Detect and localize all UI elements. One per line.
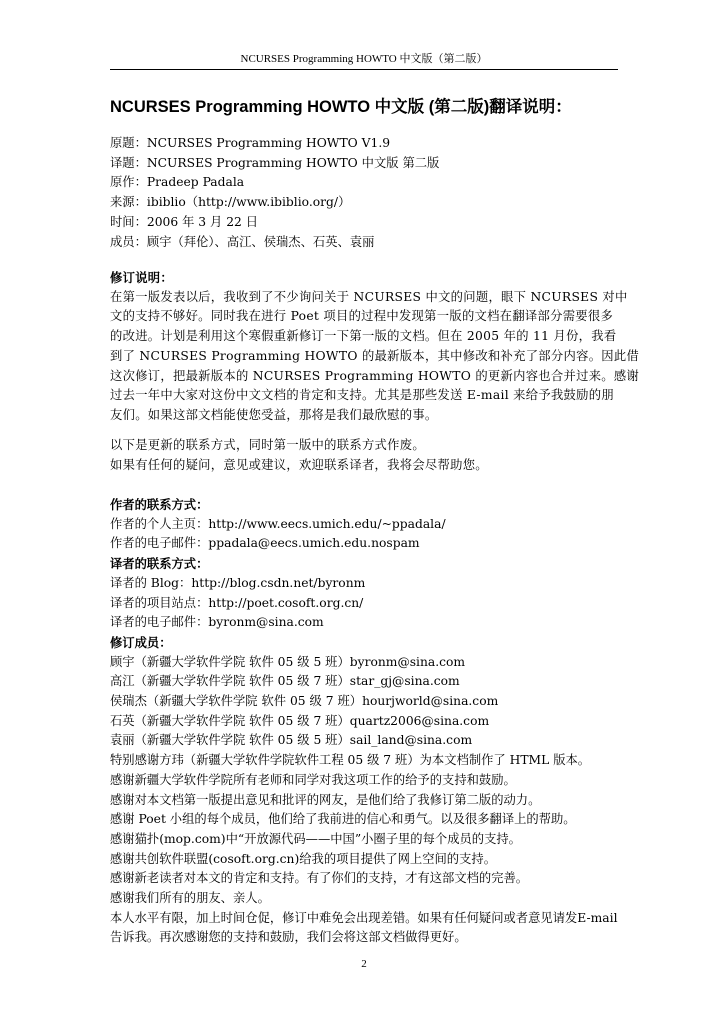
thanks-line: 感谢新老读者对本文的肯定和支持。有了你们的支持，才有这部文档的完善。 [110, 871, 529, 886]
thanks-line: 感谢 Poet 小组的每个成员，他们给了我前进的信心和勇气。以及很多翻译上的帮助。 [110, 812, 576, 827]
member-line: 顾宇（新疆大学软件学院 软件 05 级 5 班）byronm@sina.com [110, 654, 466, 669]
meta-date: 时间：2006 年 3 月 22 日 [110, 214, 259, 229]
running-header: NCURSES Programming HOWTO 中文版（第二版） [240, 53, 488, 65]
revision-line: 在第一版发表以后，我收到了不少询问关于 NCURSES 中文的问题，眼下 NCURSES 对中 [110, 289, 628, 304]
member-line: 侯瑞杰（新疆大学软件学院 软件 05 级 7 班）hourjworld@sina.com [110, 694, 499, 709]
thanks-line: 感谢对本文档第一版提出意见和批评的网友，是他们给了我修订第二版的动力。 [110, 792, 541, 807]
page-title: NCURSES Programming HOWTO 中文版 (第二版)翻译说明： [110, 98, 572, 116]
member-line: 高江（新疆大学软件学院 软件 05 级 7 班）star_gj@sina.com [110, 674, 460, 689]
author-email-link[interactable]: 作者的电子邮件：ppadala@eecs.umich.edu.nospam [110, 536, 420, 551]
contact-notice [110, 436, 622, 475]
thanks-line: 特别感谢方玮（新疆大学软件学院软件工程 05 级 7 班）为本文档制作了 HTML 版本。 [110, 753, 591, 768]
translator-site-link[interactable]: 译者的项目站点：http://poet.cosoft.org.cn/ [110, 595, 364, 610]
members-heading: 修订成员： [110, 634, 172, 650]
member-line: 袁丽（新疆大学软件学院 软件 05 级 5 班）sail_land@sina.com [110, 733, 473, 748]
notice-line: 如果有任何的疑问，意见或建议，欢迎联系译者，我将会尽帮助您。 [110, 457, 488, 472]
meta-author: 原作：Pradeep Padala [110, 175, 245, 190]
revision-line: 这次修订，把最新版本的 NCURSES Programming HOWTO 的更新内容也合并过来。感谢 [110, 368, 640, 383]
thanks-line: 本人水平有限，加上时间仓促，修订中难免会出现差错。如果有任何疑问或者意见请发E-mail [110, 910, 618, 925]
thanks-line: 感谢共创软件联盟(cosoft.org.cn)给我的项目提供了网上空间的支持。 [110, 851, 496, 866]
page-number: 2 [361, 958, 367, 970]
translator-email-link[interactable]: 译者的电子邮件：byronm@sina.com [110, 615, 324, 630]
meta-info [110, 134, 622, 252]
revision-line: 文的支持不够好。同时我在进行 Poet 项目的过程中发现第一版的文档在翻译部分需要很多 [110, 309, 614, 324]
revision-heading: 修订说明： [110, 270, 173, 285]
translator-contact-heading: 译者的联系方式： [110, 556, 209, 572]
thanks-line: 感谢新疆大学软件学院所有老师和同学对我这项工作的给予的支持和鼓励。 [110, 772, 516, 787]
translator-blog-link[interactable]: 译者的 Blog：http://blog.csdn.net/byronm [110, 575, 366, 590]
meta-members: 成员：顾宇（拜伦）、高江、侯瑞杰、石英、袁丽 [110, 234, 375, 249]
thanks-line: 感谢我们所有的朋友、亲人。 [110, 891, 270, 906]
revision-section [110, 268, 640, 426]
member-line: 石英（新疆大学软件学院 软件 05 级 7 班）quartz2006@sina.com [110, 713, 490, 728]
header-rule [110, 69, 618, 70]
contacts-and-credits [110, 495, 622, 948]
thanks-line: 告诉我。再次感谢您的支持和鼓励，我们会将这部文档做得更好。 [110, 930, 467, 945]
revision-line: 友们。如果这部文档能使您受益，那将是我们最欣慰的事。 [110, 407, 438, 422]
revision-line: 到了 NCURSES Programming HOWTO 的最新版本，其中修改和补充了部分内容。因此借 [110, 348, 640, 363]
meta-source: 来源：ibiblio（http://www.ibiblio.org/） [110, 195, 351, 210]
author-contact-heading: 作者的联系方式： [110, 497, 209, 512]
revision-line: 的改进。计划是利用这个寒假重新修订一下第一版的文档。但在 2005 年的 11 月份，我看 [110, 329, 617, 344]
meta-translated-title: 译题：NCURSES Programming HOWTO 中文版 第二版 [110, 155, 440, 170]
notice-line: 以下是更新的联系方式，同时第一版中的联系方式作废。 [110, 438, 425, 452]
meta-original-title: 原题：NCURSES Programming HOWTO V1.9 [110, 136, 391, 150]
author-homepage-link[interactable]: 作者的个人主页：http://www.eecs.umich.edu/~ppadala/ [110, 516, 446, 531]
thanks-line: 感谢猫扑(mop.com)中“开放源代码——中国”小圈子里的每个成员的支持。 [110, 831, 521, 846]
revision-line: 过去一年中大家对这份中文文档的肯定和支持。尤其是那些发送 E-mail 来给予我鼓励的朋 [110, 388, 614, 403]
